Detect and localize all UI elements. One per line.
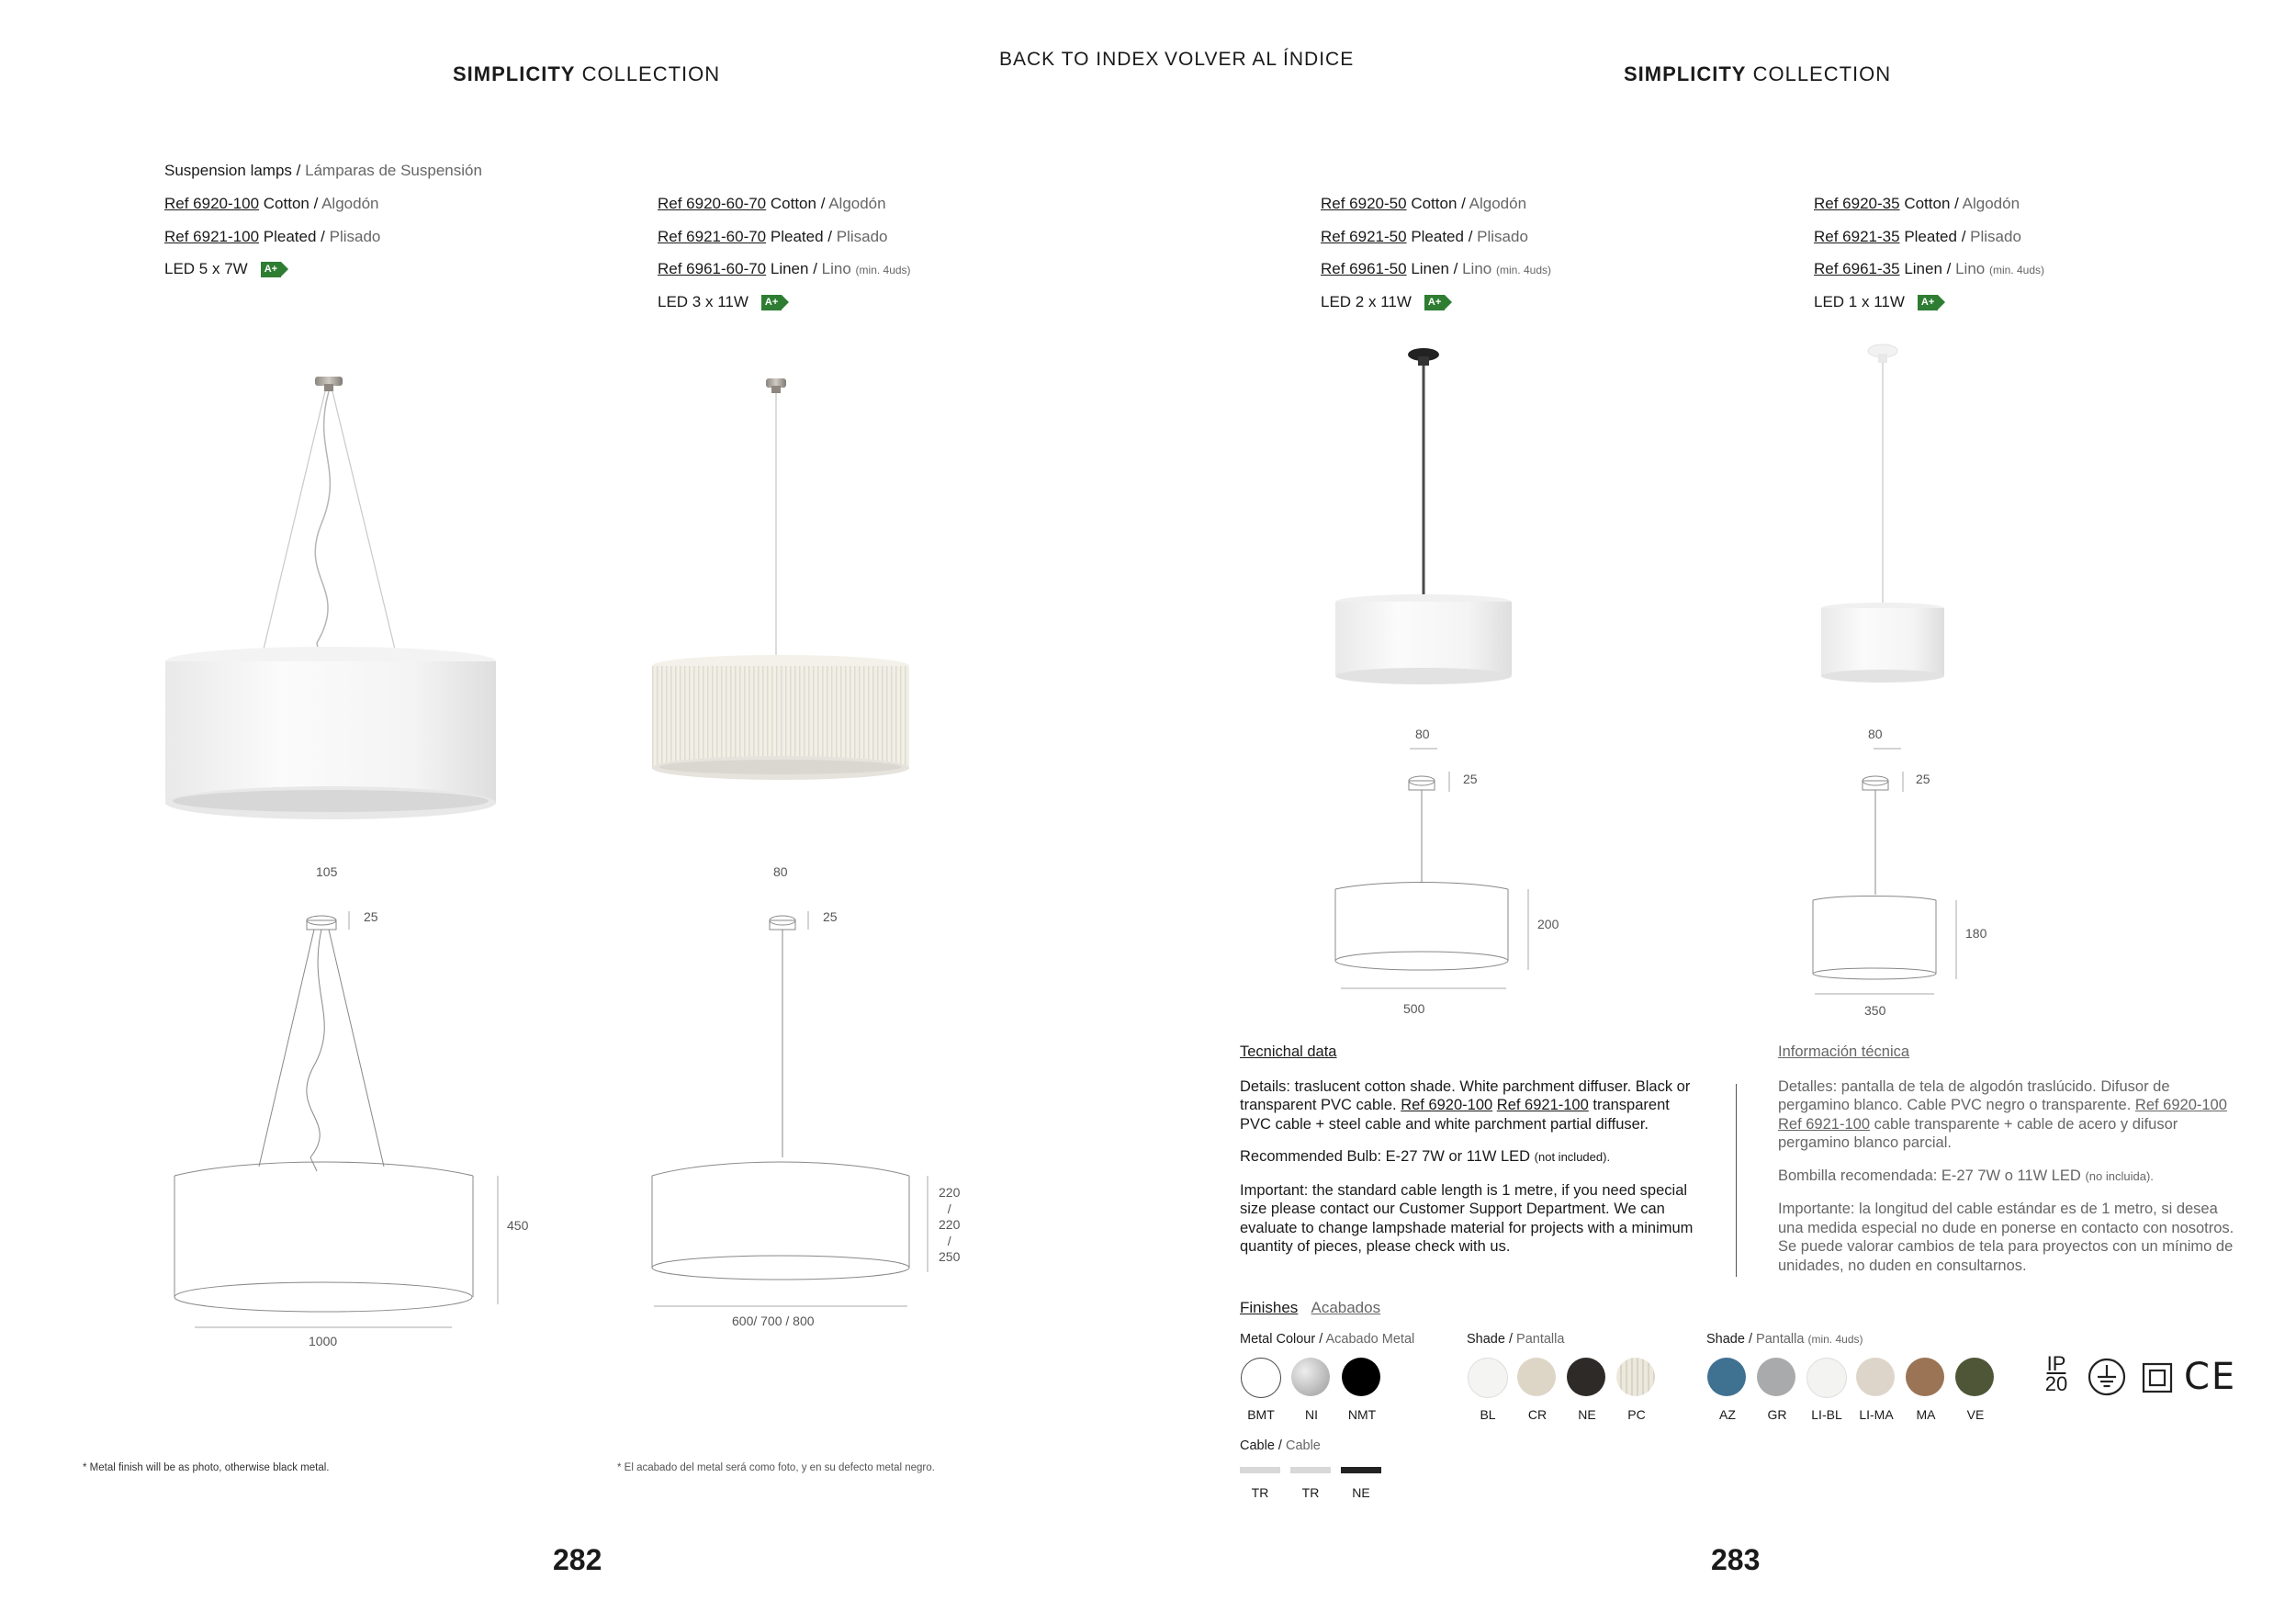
class-ii-icon: [2142, 1362, 2173, 1393]
ref-row: Ref 6920-60-70 Cotton / Algodón: [658, 195, 886, 212]
swatch-code: BMT: [1247, 1407, 1275, 1422]
material-es: Plisado: [836, 227, 888, 245]
finishes-title: [1240, 1299, 1380, 1317]
swatch-cr[interactable]: [1517, 1358, 1556, 1396]
details-text: cable transparente + cable de acero y difusor pergamino blanco parcial.: [1778, 1115, 2178, 1151]
tech-details-es: [1778, 1077, 2237, 1153]
min-note: (min. 4uds): [855, 264, 911, 276]
cable-code: TR: [1301, 1485, 1320, 1500]
footnote-es: * El acabado del metal será como foto, y en su defecto metal negro.: [617, 1462, 935, 1473]
dim-value: 220: [939, 1185, 961, 1200]
swatch-li-ma[interactable]: [1856, 1358, 1895, 1396]
lamp-drawing-6920-60-70: [643, 909, 946, 1323]
lamp-drawing-6920-50: [1322, 744, 1552, 1020]
material-en: Pleated: [1411, 227, 1464, 245]
dim-canopy: 105: [316, 864, 338, 879]
dim-separator: /: [947, 1233, 951, 1248]
swatch-code: LI-BL: [1811, 1407, 1842, 1422]
cable-swatch-ne[interactable]: [1341, 1467, 1381, 1473]
tech-title-en[interactable]: Tecnichal data: [1240, 1043, 1337, 1060]
swatch-nmt[interactable]: [1342, 1358, 1380, 1396]
separator: /: [296, 162, 301, 179]
dim-canopy-height: 25: [823, 909, 838, 924]
material-es: Plisado: [1477, 227, 1528, 245]
ref-row: Ref 6921-100 Pleated / Plisado: [164, 227, 381, 245]
material-es: Plisado: [1970, 227, 2021, 245]
led-spec: LED 2 x 11W: [1321, 292, 1412, 310]
lamp-drawing-6920-100: [156, 909, 551, 1359]
label-es: Acabado Metal: [1325, 1332, 1415, 1347]
col1-refs: [164, 187, 380, 286]
collection-header-left: [453, 62, 720, 86]
ref-link[interactable]: Ref 6920-100: [1401, 1097, 1493, 1113]
finishes-en[interactable]: Finishes: [1240, 1299, 1299, 1316]
shade-linen-label: Shade / Pantalla (min. 4uds): [1706, 1332, 1863, 1347]
section-title-es: Lámparas de Suspensión: [305, 162, 482, 179]
material-es: Lino: [1955, 260, 1986, 277]
lamp-photo-6920-60-70: [643, 367, 918, 790]
dim-separator: /: [947, 1201, 951, 1216]
material-es: Lino: [821, 260, 851, 277]
led-row: [164, 253, 380, 286]
material-es: Plisado: [329, 227, 381, 245]
led-row: [1321, 286, 1551, 319]
lamp-drawing-6920-35: [1800, 744, 1987, 1020]
ref-link[interactable]: Ref 6920-50: [1321, 195, 1407, 212]
tech-title-es[interactable]: Información técnica: [1778, 1043, 1910, 1060]
ref-row: Ref 6920-100 Cotton / Algodón: [164, 195, 379, 212]
collection-header-right: [1624, 62, 1891, 86]
material-en: Pleated: [1904, 227, 1957, 245]
ref-row: Ref 6921-50 Pleated / Plisado: [1321, 227, 1528, 245]
cable-swatch-tr[interactable]: [1240, 1467, 1280, 1473]
metal-colour-label: Metal Colour / Acabado Metal: [1240, 1332, 1415, 1347]
dim-height: 450: [507, 1218, 529, 1233]
tech-important-en: Important: the standard cable length is 1 metre, if you need special size please contact our Customer Support Department. We can evaluate to change lampshade material for projects with a minimum quantity of pieces, please check with us.: [1240, 1181, 1694, 1255]
back-to-index-link[interactable]: BACK TO INDEX: [999, 49, 1160, 70]
lamp-photo-6920-50: [1322, 340, 1525, 707]
ref-row: Ref 6920-50 Cotton / Algodón: [1321, 195, 1527, 212]
label-en: Shade: [1706, 1332, 1745, 1347]
ref-link[interactable]: Ref 6921-50: [1321, 227, 1407, 245]
material-en: Linen: [770, 260, 809, 277]
dim-canopy: 80: [773, 864, 788, 879]
swatch-ve[interactable]: [1955, 1358, 1994, 1396]
ref-link[interactable]: Ref 6961-50: [1321, 260, 1407, 277]
details-text: Detalles: pantalla de tela de algodón traslúcido. Difusor de pergamino blanco. Cable PVC negro o transparente.: [1778, 1077, 2170, 1113]
material-en: Cotton: [770, 195, 816, 212]
finishes-es[interactable]: Acabados: [1311, 1299, 1381, 1316]
energy-badge: A+: [1424, 295, 1445, 310]
collection-word: COLLECTION: [1752, 62, 1892, 85]
tech-bulb-en: [1240, 1147, 1699, 1167]
dim-width: 500: [1403, 1001, 1425, 1016]
dim-height: 180: [1965, 926, 1987, 941]
material-es: Algodón: [321, 195, 379, 212]
footnote-en: * Metal finish will be as photo, otherwise black metal.: [83, 1462, 330, 1473]
ref-link[interactable]: Ref 6921-100: [1496, 1097, 1589, 1113]
swatch-ni[interactable]: [1291, 1358, 1330, 1396]
dim-width: 1000: [309, 1334, 338, 1348]
led-spec: LED 1 x 11W: [1814, 292, 1905, 310]
dim-value: 220: [939, 1217, 961, 1232]
label-es: Pantalla: [1516, 1332, 1565, 1347]
swatch-code: GR: [1767, 1407, 1787, 1422]
min-note: (min. 4uds): [1807, 1333, 1863, 1346]
material-en: Pleated: [770, 227, 824, 245]
bulb-text: Recommended Bulb: E-27 7W or 11W LED: [1240, 1148, 1531, 1165]
col2-refs: [658, 187, 911, 318]
cable-swatch-tr[interactable]: [1290, 1467, 1331, 1473]
swatch-code: NE: [1578, 1407, 1596, 1422]
technical-data-en: [1240, 1043, 1699, 1270]
swatch-code: BL: [1480, 1407, 1496, 1422]
brand-name: SIMPLICITY: [1624, 62, 1747, 85]
section-title: [164, 154, 482, 187]
dim-canopy-height: 25: [1463, 772, 1478, 786]
energy-badge: A+: [261, 262, 281, 277]
ref-row: Ref 6921-60-70 Pleated / Plisado: [658, 227, 888, 245]
dim-canopy-height: 25: [1916, 772, 1930, 786]
ref-link[interactable]: Ref 6920-60-70: [658, 195, 767, 212]
ref-link[interactable]: Ref 6921-100: [164, 227, 260, 245]
col4-refs: [1814, 187, 2044, 318]
column-divider: [1736, 1084, 1737, 1277]
bulb-text: Bombilla recomendada: E-27 7W o 11W LED: [1778, 1167, 2081, 1184]
ref-link[interactable]: Ref 6921-100: [1778, 1115, 1870, 1133]
ref-link[interactable]: Ref 6921-60-70: [658, 227, 767, 245]
page-number-left: 282: [553, 1543, 602, 1576]
swatch-code: AZ: [1719, 1407, 1736, 1422]
brand-name: SIMPLICITY: [453, 62, 576, 85]
material-es: Algodón: [828, 195, 886, 212]
shade-label: Shade / Pantalla: [1467, 1332, 1565, 1347]
material-en: Pleated: [263, 227, 317, 245]
col3-refs: [1321, 187, 1551, 318]
swatch-bmt[interactable]: [1241, 1358, 1281, 1398]
bulb-note: (not included).: [1534, 1150, 1611, 1164]
details-text: transparent PVC cable + steel cable and white parchment partial diffuser.: [1240, 1097, 1670, 1133]
ce-mark-icon: CE: [2184, 1356, 2237, 1398]
ip-bottom: 20: [2044, 1372, 2068, 1395]
ref-row: Ref 6961-60-70 Linen / Lino (min. 4uds): [658, 260, 911, 277]
swatch-ma[interactable]: [1906, 1358, 1944, 1396]
material-en: Cotton: [263, 195, 310, 212]
material-en: Cotton: [1411, 195, 1458, 212]
cable-code: NE: [1352, 1485, 1370, 1500]
swatch-ne[interactable]: [1567, 1358, 1605, 1396]
ref-link[interactable]: Ref 6920-100: [2134, 1097, 2227, 1113]
min-note: (min. 4uds): [1495, 264, 1551, 276]
ref-row: Ref 6921-35 Pleated / Plisado: [1814, 227, 2021, 245]
label-es: Pantalla: [1756, 1332, 1805, 1347]
swatch-code: VE: [1966, 1407, 1985, 1422]
ref-row: Ref 6920-35 Cotton / Algodón: [1814, 195, 2020, 212]
led-row: [658, 286, 911, 319]
led-spec: LED 3 x 11W: [658, 292, 748, 310]
label-en: Shade: [1467, 1332, 1505, 1347]
label-en: Metal Colour: [1240, 1332, 1316, 1347]
label-en: Cable: [1240, 1438, 1275, 1453]
material-es: Algodón: [1962, 195, 2020, 212]
dim-height: 200: [1537, 917, 1559, 931]
dim-height-options: [939, 1185, 960, 1266]
swatch-pc[interactable]: [1616, 1358, 1655, 1396]
material-es: Lino: [1462, 260, 1492, 277]
label-es: Cable: [1285, 1438, 1321, 1453]
ref-row: Ref 6961-50 Linen / Lino (min. 4uds): [1321, 260, 1551, 277]
page-number-right: 283: [1711, 1543, 1761, 1576]
material-en: Cotton: [1904, 195, 1951, 212]
collection-word: COLLECTION: [581, 62, 721, 85]
ref-link[interactable]: Ref 6921-35: [1814, 227, 1900, 245]
cable-label: Cable / Cable: [1240, 1438, 1321, 1453]
dim-canopy: 80: [1415, 727, 1430, 741]
swatch-code: LI-MA: [1859, 1407, 1894, 1422]
tech-important-es: Importante: la longitud del cable estándar es de 1 metro, si desea una medida especial no dude en ponerse en contacto con nosotros. Se puede valorar cambios de tela para proyectos con un mínimo de unidades, no duden en consultarnos.: [1778, 1201, 2234, 1274]
led-row: [1814, 286, 2044, 319]
ip-top: IP: [2046, 1352, 2066, 1375]
swatch-az[interactable]: [1707, 1358, 1746, 1396]
dim-width: 350: [1864, 1003, 1886, 1018]
ref-link[interactable]: Ref 6961-60-70: [658, 260, 767, 277]
material-en: Linen: [1904, 260, 1942, 277]
energy-badge: A+: [761, 295, 782, 310]
led-spec: LED 5 x 7W: [164, 260, 248, 277]
swatch-code: NMT: [1347, 1407, 1377, 1422]
lamp-photo-6920-100: [156, 367, 505, 827]
ref-link[interactable]: Ref 6920-35: [1814, 195, 1900, 212]
bulb-note: (no incluida).: [2085, 1168, 2154, 1183]
dim-canopy-height: 25: [364, 909, 378, 924]
earth-ground-icon: [2087, 1357, 2127, 1397]
ip20-icon: [2041, 1354, 2072, 1394]
ref-row: Ref 6961-35 Linen / Lino (min. 4uds): [1814, 260, 2044, 277]
dim-value: 250: [939, 1249, 961, 1264]
swatch-li-bl[interactable]: [1806, 1358, 1847, 1398]
dim-canopy: 80: [1868, 727, 1883, 741]
energy-badge: A+: [1918, 295, 1938, 310]
section-title-en: Suspension lamps: [164, 162, 292, 179]
swatch-gr[interactable]: [1757, 1358, 1795, 1396]
tech-bulb-es: [1778, 1167, 2237, 1187]
material-es: Algodón: [1469, 195, 1527, 212]
swatch-code: NI: [1305, 1407, 1318, 1422]
ref-link[interactable]: Ref 6920-100: [164, 195, 260, 212]
technical-data-es: [1778, 1043, 2237, 1289]
dim-width: 600/ 700 / 800: [732, 1314, 815, 1328]
lamp-photo-6920-35: [1800, 340, 1965, 689]
swatch-bl[interactable]: [1468, 1358, 1508, 1398]
details-text: Details: traslucent cotton shade. White parchment diffuser. Black or transparent PVC cable.: [1240, 1077, 1691, 1113]
swatch-code: CR: [1527, 1407, 1548, 1422]
swatch-code: MA: [1916, 1407, 1936, 1422]
min-note: (min. 4uds): [1988, 264, 2044, 276]
ref-link[interactable]: Ref 6961-35: [1814, 260, 1900, 277]
cable-code: TR: [1251, 1485, 1269, 1500]
tech-details-en: [1240, 1077, 1699, 1134]
swatch-code: PC: [1627, 1407, 1646, 1422]
material-en: Linen: [1411, 260, 1449, 277]
volver-indice-link[interactable]: VOLVER AL ÍNDICE: [1165, 49, 1355, 70]
